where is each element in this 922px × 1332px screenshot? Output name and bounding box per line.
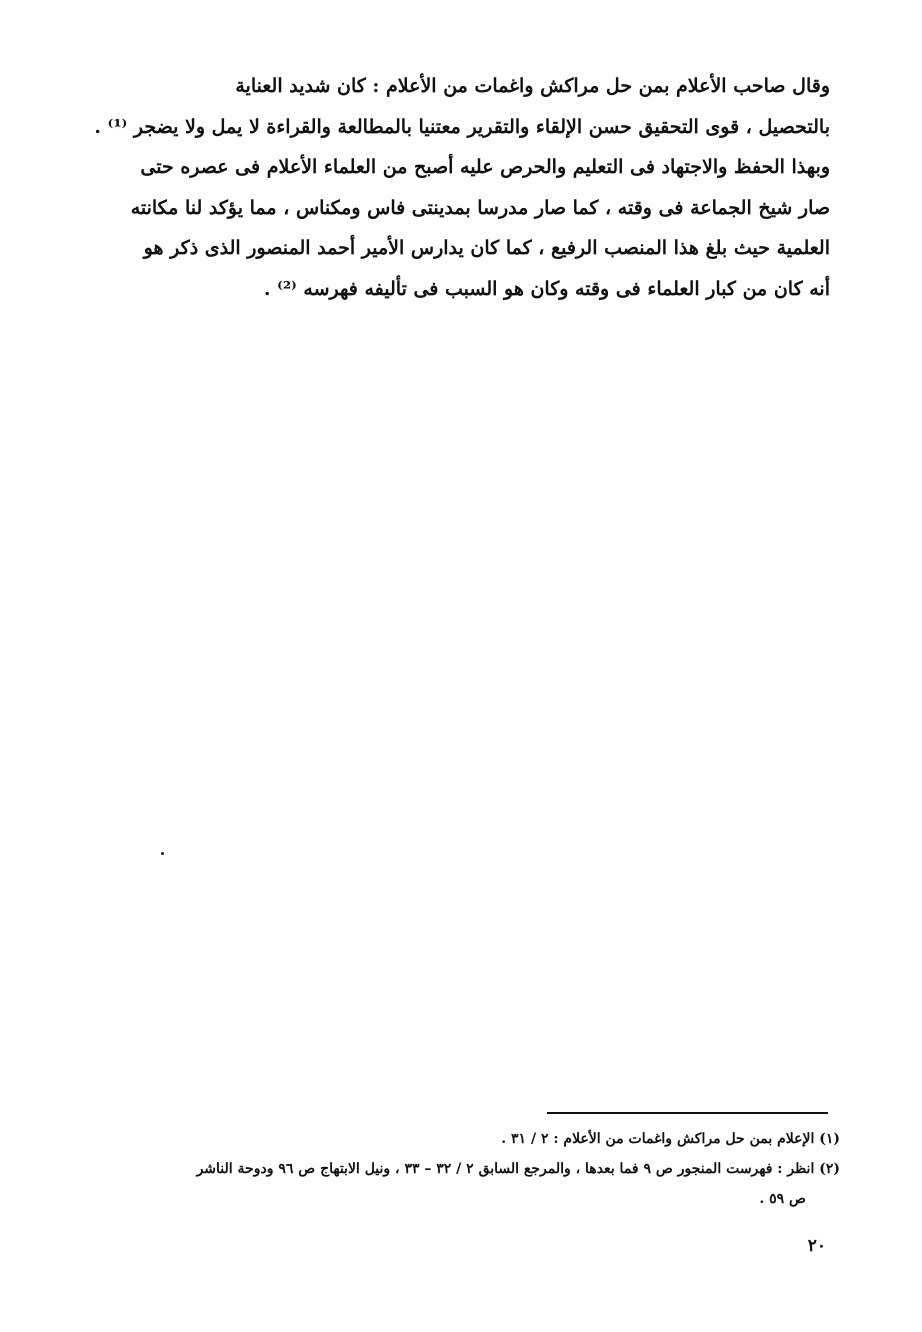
paragraph-line-2: بالتحصيل ، قوى التحقيق حسن الإلقاء والتقرير معتنيا بالمطالعة والقراءة لا يمل ولا يضجر ⁽¹⁾ . — [94, 115, 830, 138]
footnote-separator — [547, 1112, 828, 1114]
footnote-2-continuation: ص ٥٩ . — [759, 1191, 806, 1207]
paragraph-line-5: العلمية حيث بلغ هذا المنصب الرفيع ، كما كان يدارس الأمير أحمد المنصور الذى ذكر هو — [143, 237, 830, 259]
footnotes — [58, 1124, 840, 1214]
paragraph-line-1: وقال صاحب الأعلام بمن حل مراكش واغمات من الأعلام : كان شديد العناية — [235, 75, 830, 97]
paragraph-line-4: صار شيخ الجماعة فى وقته ، كما صار مدرسا بمدينتى فاس ومكناس ، مما يؤكد لنا مكانته — [130, 196, 830, 219]
paragraph-line-3: وبهذا الحفظ والاجتهاد فى التعليم والحرص عليه أصبح من العلماء الأعلام فى عصره حتى — [140, 156, 830, 178]
scan-speck — [161, 852, 164, 855]
page-number: ٢٠ — [807, 1236, 826, 1256]
main-paragraph — [58, 66, 830, 309]
footnote-1: (١) الإعلام بمن حل مراكش واغمات من الأعلام : ٢ / ٣١ . — [501, 1131, 840, 1147]
footnote-2: (٢) انظر : فهرست المنجور ص ٩ فما بعدها ، والمرجع السابق ٢ / ٣٢ – ٣٣ ، ونيل الابتهاج ص ٩٦ ودوحة الناشر — [196, 1161, 840, 1177]
paragraph-line-6: أنه كان من كبار العلماء فى وقته وكان هو السبب فى تأليفه فهرسه ⁽²⁾ . — [263, 277, 830, 300]
